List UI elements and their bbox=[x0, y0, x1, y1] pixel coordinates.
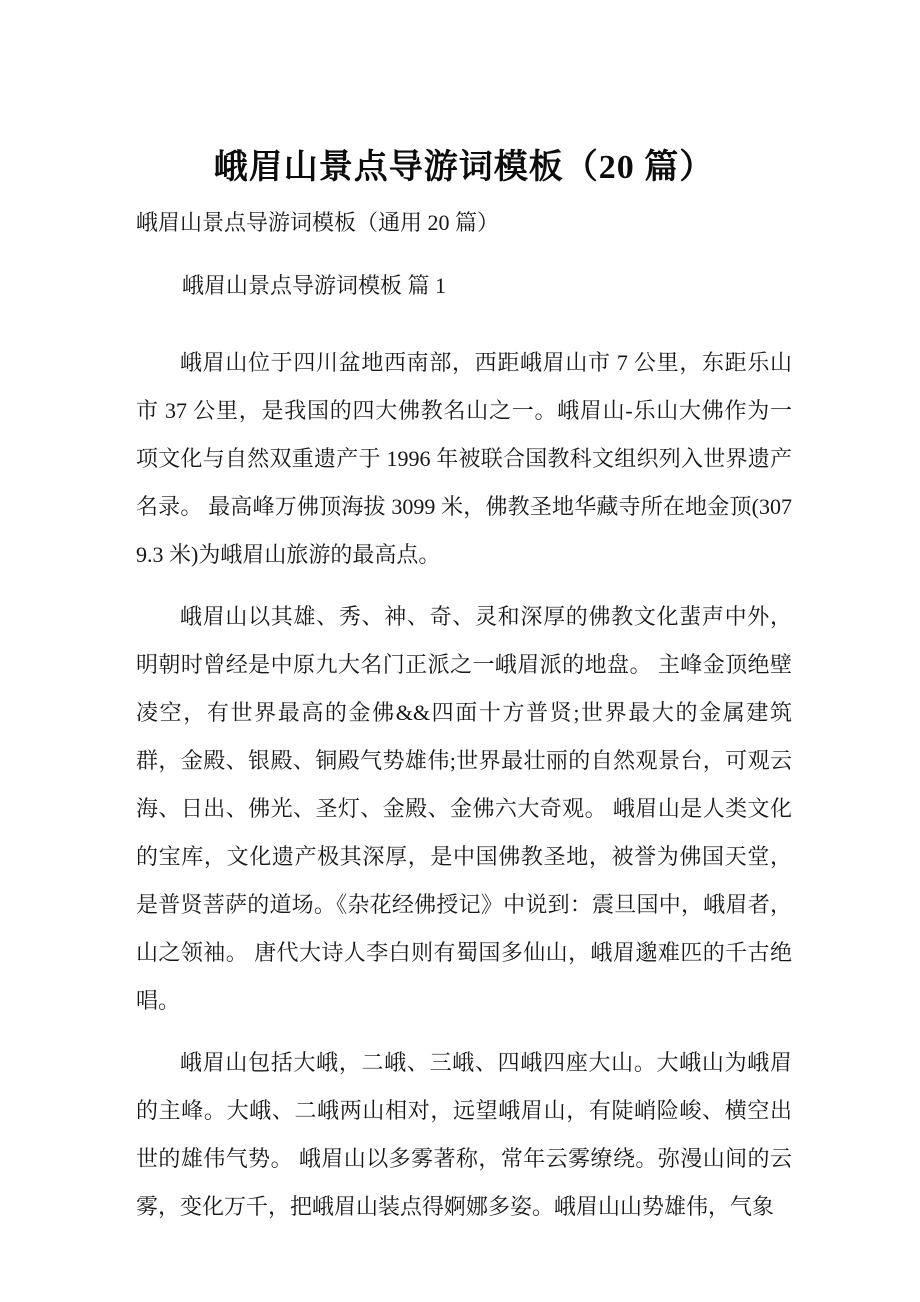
paragraph-culture: 峨眉山以其雄、秀、神、奇、灵和深厚的佛教文化蜚声中外，明朝时曾经是中原九大名门正派之一峨眉派的地盘。 主峰金顶绝壁凌空，有世界最高的金佛&&四面十方普贤;世界最大的金属建筑群，金殿、银殿、铜殿气势雄伟;世界最壮丽的自然观景台，可观云海、日出、佛光、圣灯、金殿、金佛六大奇观。 峨眉山是人类文化的宝库，文化遗产极其深厚，是中国佛教圣地，被誉为佛国天堂，是普贤菩萨的道场。《杂花经佛授记》中说到：震旦国中，峨眉者，山之领袖。 唐代大诗人李白则有蜀国多仙山，峨眉邈难匹的千古绝唱。 bbox=[136, 603, 792, 1013]
section-heading: 峨眉山景点导游词模板 篇 1 bbox=[182, 272, 447, 298]
paragraph-peaks: 峨眉山包括大峨，二峨、三峨、四峨四座大山。大峨山为峨眉的主峰。大峨、二峨两山相对，远望峨眉山，有陡峭险峻、横空出世的雄伟气势。 峨眉山以多雾著称，常年云雾缭绕。弥漫山间的云雾，变化万千，把峨眉山装点得婀娜多姿。峨眉山山势雄伟，气象 bbox=[136, 1049, 792, 1219]
document-title: 峨眉山景点导游词模板（20 篇） bbox=[213, 149, 715, 186]
paragraph-overview: 峨眉山位于四川盆地西南部，西距峨眉山市 7 公里，东距乐山市 37 公里，是我国的四大佛教名山之一。峨眉山-乐山大佛作为一项文化与自然双重遗产于 1996 年被联合国教科文组织列入世界遗产名录。 最高峰万佛顶海拔 3099 米，佛教圣地华藏寺所在地金顶(3079.3 米)为峨眉山旅游的最高点。 bbox=[136, 349, 792, 567]
document-subtitle: 峨眉山景点导游词模板（通用 20 篇） bbox=[136, 210, 500, 236]
document-content bbox=[136, 146, 792, 1245]
